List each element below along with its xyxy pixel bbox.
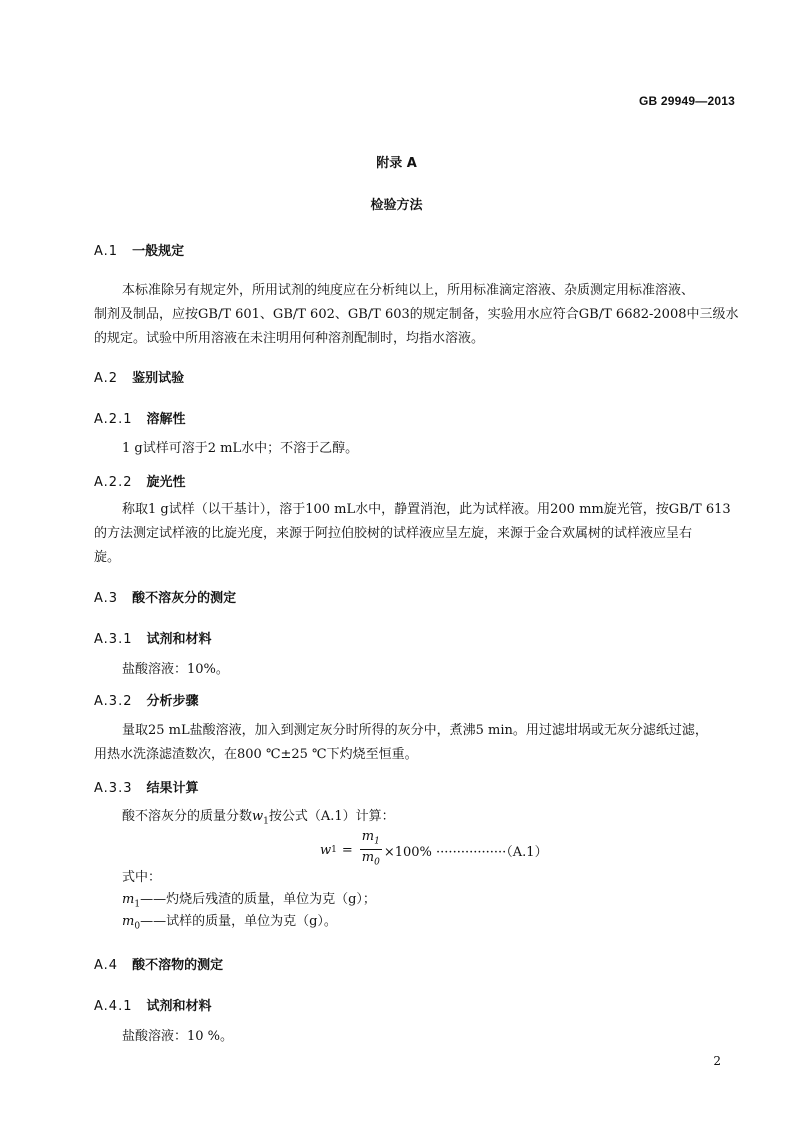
paragraph-a32 bbox=[94, 719, 742, 767]
paragraph-a21: 1 g试样可溶于2 mL水中；不溶于乙醇。 bbox=[122, 441, 359, 456]
section-number: A.3.3 bbox=[94, 781, 133, 796]
section-title: 一般规定 bbox=[132, 244, 185, 259]
text: 按公式（A.1）计算： bbox=[268, 809, 395, 824]
text-line: 称取1 g试样（以干基计），溶于100 mL水中，静置消泡，此为试样液。用200 mm旋光管，按GB/T 613 bbox=[122, 502, 731, 517]
section-number: A.4.1 bbox=[94, 999, 133, 1014]
text-line: 量取25 mL盐酸溶液，加入到测定灰分时所得的灰分中，煮沸5 min。用过滤坩埚或无灰分滤纸过滤， bbox=[122, 723, 708, 738]
section-number: A.1 bbox=[94, 244, 119, 259]
text-line: 本标准除另有规定外，所用试剂的纯度应在分析纯以上，所用标准滴定溶液、杂质测定用标准溶液、 bbox=[122, 283, 695, 298]
section-number: A.3 bbox=[94, 591, 119, 606]
section-title: 试剂和材料 bbox=[146, 999, 212, 1014]
appendix-label: 附录 A bbox=[376, 156, 417, 171]
text-line: 的规定。试验中所用溶液在未注明用何种溶剂配制时，均指水溶液。 bbox=[94, 331, 485, 346]
section-number: A.2.2 bbox=[94, 475, 133, 490]
section-title: 溶解性 bbox=[146, 412, 186, 427]
text-line: 的方法测定试样液的比旋光度，来源于阿拉伯胶树的试样液应呈左旋，来源于金合欢属树的试样液应呈右 bbox=[94, 526, 693, 541]
numerator: $m_1$ bbox=[360, 830, 382, 850]
appendix-title: 检验方法 bbox=[370, 198, 423, 213]
section-number: A.2.1 bbox=[94, 412, 133, 427]
subscript: 1 bbox=[263, 816, 269, 827]
section-a33-heading bbox=[94, 777, 199, 796]
paragraph-a33 bbox=[122, 806, 395, 833]
text-line: 用热水洗涤滤渣数次，在800 ℃±25 ℃下灼烧至恒重。 bbox=[94, 747, 418, 762]
section-a3-heading bbox=[94, 587, 236, 606]
formula-lhs: w bbox=[320, 842, 332, 858]
where-m1: $m_1——$灼烧后残渣的质量，单位为克（g）； bbox=[122, 892, 376, 910]
paragraph-a22 bbox=[94, 498, 742, 570]
variable: w bbox=[252, 809, 264, 824]
section-a22-heading bbox=[94, 471, 186, 490]
text: 酸不溶灰分的质量分数 bbox=[122, 809, 253, 824]
equals-sign: = bbox=[341, 842, 353, 858]
section-title: 试剂和材料 bbox=[146, 632, 212, 647]
formula-a1 bbox=[320, 830, 548, 870]
paragraph-a41: 盐酸溶液：10 %。 bbox=[122, 1029, 234, 1044]
section-number: A.3.1 bbox=[94, 632, 133, 647]
section-title: 鉴别试验 bbox=[132, 371, 185, 386]
text-line: 制剂及制品，应按GB/T 601、GB/T 602、GB/T 603的规定制备，实验用水应符合GB/T 6682-2008中三级水 bbox=[94, 307, 739, 322]
section-title: 酸不溶灰分的测定 bbox=[132, 591, 237, 606]
section-a1-heading bbox=[94, 240, 184, 259]
page-number: 2 bbox=[713, 1054, 721, 1068]
where-label: 式中： bbox=[122, 870, 162, 885]
section-number: A.3.2 bbox=[94, 694, 133, 709]
section-a21-heading bbox=[94, 408, 186, 427]
section-number: A.4 bbox=[94, 958, 119, 973]
section-a2-heading bbox=[94, 367, 184, 386]
section-title: 分析步骤 bbox=[146, 694, 199, 709]
section-a31-heading bbox=[94, 628, 212, 647]
section-title: 旋光性 bbox=[146, 475, 186, 490]
section-number: A.2 bbox=[94, 371, 119, 386]
section-a4-heading bbox=[94, 954, 223, 973]
section-a41-heading bbox=[94, 995, 212, 1014]
text-line: 旋。 bbox=[94, 550, 121, 565]
paragraph-a31: 盐酸溶液：10%。 bbox=[122, 662, 229, 677]
denominator: $m_0$ bbox=[361, 849, 380, 868]
section-a32-heading bbox=[94, 690, 199, 709]
section-title: 结果计算 bbox=[146, 781, 199, 796]
formula-tail: ×100% ·················（A.1） bbox=[383, 844, 548, 860]
standard-code: GB 29949—2013 bbox=[639, 94, 735, 108]
fraction bbox=[360, 830, 382, 870]
paragraph-a1 bbox=[94, 279, 742, 351]
where-m0: $m_0——$试样的质量，单位为克（g）。 bbox=[122, 914, 337, 932]
subscript: 1 bbox=[331, 845, 337, 856]
section-title: 酸不溶物的测定 bbox=[132, 958, 224, 973]
